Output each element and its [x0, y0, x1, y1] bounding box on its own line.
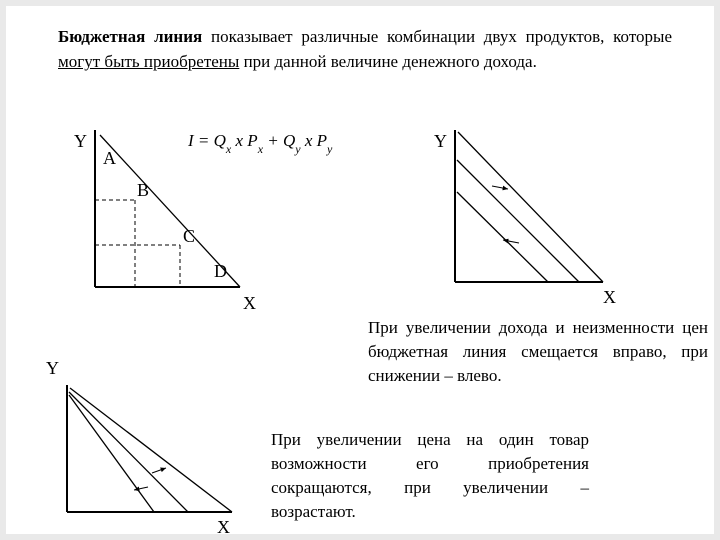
intro-part2: при данной величине денежного дохода.: [239, 52, 537, 71]
intro-part1: показывает различные комбинации двух продуктов, которые: [202, 27, 672, 46]
graph3-line-middle: [69, 392, 188, 512]
budget-formula: $I = Q_x$ x $P_x + Q_y$ x $P_y$: [188, 131, 333, 156]
graph-price-change: [46, 358, 232, 537]
price-change-text: При увеличении цена на один товар возможности его приобретения сокращаются, при увеличении – возрастают.: [271, 430, 589, 521]
intro-underlined-2: быть приобретены: [104, 52, 240, 71]
graph2-line-middle: [457, 160, 579, 282]
graph3-x-label: X: [217, 517, 230, 537]
graph2-arrow-left: [503, 240, 519, 243]
intro-underlined-1: могут: [58, 52, 105, 71]
graph1-point-b: B: [137, 180, 150, 200]
graph2-line-outer: [458, 132, 603, 282]
graph2-arrow-right: [492, 186, 508, 189]
graph1-x-label: X: [243, 293, 256, 313]
graph1-point-a: A: [103, 148, 116, 168]
graph1-dashed-guides: [95, 200, 180, 287]
graph3-y-label: Y: [46, 358, 59, 378]
graph-budget-line: [74, 130, 256, 313]
graph2-y-label: Y: [434, 131, 447, 151]
graph-income-shift: [434, 130, 616, 307]
graph3-arrow-right: [152, 468, 166, 473]
intro-term: Бюджетная линия: [58, 27, 203, 46]
income-shift-text: При увеличении дохода и неизменности цен бюджетная линия смещается вправо, при снижении – влево.: [368, 318, 708, 385]
graph2-x-label: X: [603, 287, 616, 307]
graph1-y-label: Y: [74, 131, 87, 151]
graph3-line-inner: [69, 395, 154, 512]
graph1-point-c: C: [183, 226, 196, 246]
graph3-line-outer: [70, 388, 232, 512]
graph1-point-d: D: [214, 261, 227, 281]
